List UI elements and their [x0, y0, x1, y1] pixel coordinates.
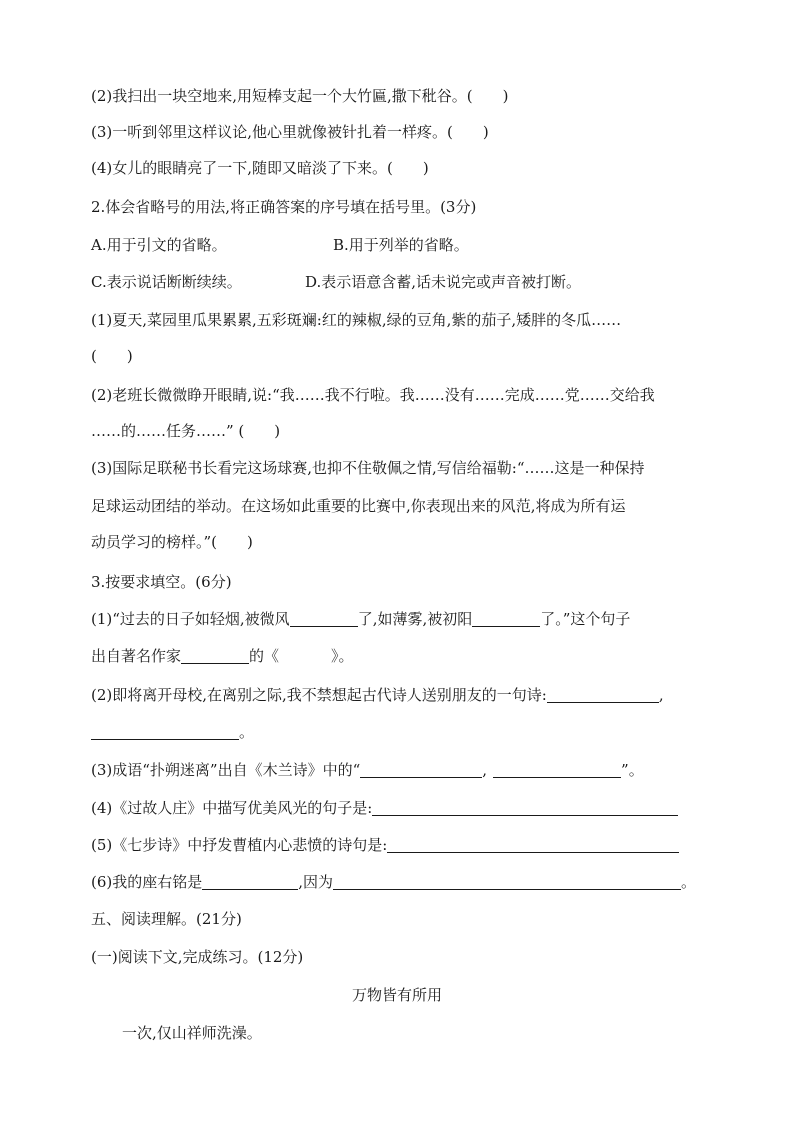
question-2-2-line1: (2)老班长微微睁开眼睛,说:“我……我不行啦。我……没有……完成……党……交给我 — [91, 386, 655, 404]
text: ,因为 — [298, 873, 334, 891]
question-2-1-line1: (1)夏天,菜园里瓜果累累,五彩斑斓:红的辣椒,绿的豆角,紫的茄子,矮胖的冬瓜…… — [91, 311, 622, 329]
question-3-1-line1 — [91, 609, 630, 629]
question-3-heading: 3.按要求填空。(6分) — [91, 573, 232, 591]
question-2-3-line1: (3)国际足联秘书长看完这场球赛,也抑不住敬佩之情,写信给福勒:“……这是一种保持 — [91, 459, 645, 477]
text: , — [482, 761, 488, 779]
text: 了,如薄雾,被初阳 — [357, 610, 473, 628]
option-b: B.用于列举的省略。 — [333, 236, 469, 254]
text: (1)“过去的日子如轻烟,被微风 — [91, 610, 290, 628]
fill-blank[interactable] — [493, 762, 621, 778]
question-3-2-line1 — [91, 685, 664, 705]
option-a: A.用于引文的省略。 — [91, 236, 227, 254]
section-5-heading: 五、阅读理解。(21分) — [91, 910, 242, 928]
story-paragraph-1: 一次,仅山祥师洗澡。 — [122, 1024, 262, 1042]
question-2-heading: 2.体会省略号的用法,将正确答案的序号填在括号里。(3分) — [91, 198, 477, 216]
fill-blank[interactable] — [387, 837, 679, 853]
fill-blank[interactable] — [202, 874, 298, 890]
question-1-2: (2)我扫出一块空地来,用短棒支起一个大竹匾,撒下秕谷。( ) — [91, 87, 509, 105]
question-2-3-line2: 足球运动团结的举动。在这场如此重要的比赛中,你表现出来的风范,将成为所有运 — [91, 497, 626, 515]
text: ”。 — [621, 761, 644, 779]
option-d: D.表示语意含蓄,话未说完或声音被打断。 — [305, 273, 582, 291]
question-3-2-line2 — [91, 722, 254, 742]
fill-blank[interactable] — [181, 648, 249, 664]
story-title: 万物皆有所用 — [351, 986, 442, 1004]
question-3-3 — [91, 760, 644, 780]
question-3-5 — [91, 835, 679, 855]
text: (3)成语“扑朔迷离”出自《木兰诗》中的“ — [91, 761, 361, 779]
fill-blank[interactable] — [547, 687, 659, 703]
text: , — [658, 686, 664, 704]
option-c: C.表示说话断断续续。 — [91, 273, 242, 291]
question-1-3: (3)一听到邻里这样议论,他心里就像被针扎着一样疼。( ) — [91, 123, 489, 141]
text: 。 — [681, 873, 697, 891]
fill-blank[interactable] — [333, 874, 681, 890]
fill-blank[interactable] — [372, 800, 678, 816]
question-2-1-line2: ( ) — [91, 347, 133, 365]
question-3-4 — [91, 798, 678, 818]
text: (5)《七步诗》中抒发曹植内心悲愤的诗句是: — [91, 836, 388, 854]
question-2-3-line3: 动员学习的榜样。”( ) — [91, 533, 253, 551]
fill-blank[interactable] — [472, 611, 540, 627]
question-1-4: (4)女儿的眼睛亮了一下,随即又暗淡了下来。( ) — [91, 159, 429, 177]
text: 。 — [239, 723, 255, 741]
question-3-1-line2 — [91, 646, 354, 666]
section-5-part-1-heading: (一)阅读下文,完成练习。(12分) — [91, 948, 304, 966]
text: 出自著名作家 — [91, 647, 182, 665]
text: (2)即将离开母校,在离别之际,我不禁想起古代诗人送别朋友的一句诗: — [91, 686, 547, 704]
text: 了。”这个句子 — [540, 610, 631, 628]
text: (4)《过故人庄》中描写优美风光的句子是: — [91, 799, 373, 817]
text: 》。 — [331, 647, 354, 665]
text: (6)我的座右铭是 — [91, 873, 203, 891]
question-2-2-line2: ……的……任务……” ( ) — [91, 422, 281, 440]
fill-blank[interactable] — [290, 611, 358, 627]
fill-blank[interactable] — [91, 724, 239, 740]
question-3-6 — [91, 872, 696, 892]
fill-blank[interactable] — [360, 762, 482, 778]
text: 的《 — [249, 647, 280, 665]
